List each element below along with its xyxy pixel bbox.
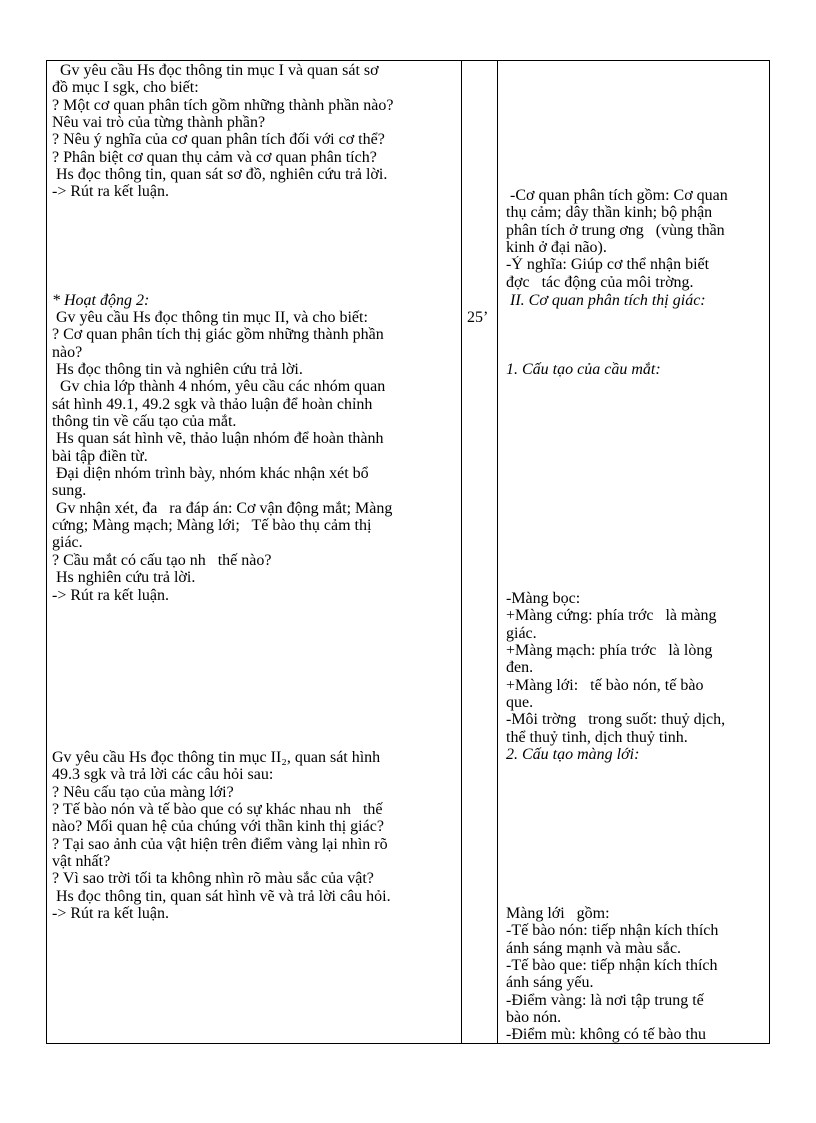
text-line: Màng lới gồm:	[506, 905, 610, 922]
text-line: ? Vì sao trời tối ta không nhìn rõ màu sắc của vật?	[52, 870, 374, 888]
section-2-heading	[506, 746, 764, 763]
text-line: 1. Cấu tạo của cầu mắt:	[506, 361, 661, 378]
section-1-heading	[506, 361, 764, 378]
text-line: Hs quan sát hình vẽ, thảo luận nhóm để hoàn thành	[52, 430, 384, 448]
text-line: -Cơ quan phân tích gồm: Cơ quan	[506, 187, 728, 204]
text-line: -Điểm vàng: là nơi tập trung tế	[506, 991, 704, 1009]
conclusion-retina	[506, 905, 764, 1044]
text-line: giác.	[52, 534, 83, 552]
text-line: * Hoạt động 2:	[52, 292, 150, 309]
text-line: -> Rút ra kết luận.	[52, 183, 169, 201]
text-line: -Tế bào nón: tiếp nhận kích thích	[506, 922, 719, 940]
text-line: ánh sáng yếu.	[506, 974, 594, 992]
text-line: ? Nêu cấu tạo của màng lới?	[52, 783, 234, 801]
text-line: ánh sáng mạnh và màu sắc.	[506, 939, 682, 957]
text-line: -> Rút ra kết luận.	[52, 905, 169, 923]
text-line: thông tin về cấu tạo của mắt.	[52, 413, 237, 431]
text-line: Đại diện nhóm trình bày, nhóm khác nhận xét bổ	[52, 465, 369, 483]
text-line: ? Cầu mắt có cấu tạo nh thế nào?	[52, 551, 272, 569]
text-line: cứng; Màng mạch; Màng lới; Tế bào thụ cảm thị	[52, 517, 372, 535]
text-line: đồ mục I sgk, cho biết:	[52, 79, 199, 97]
activity-2-instructions	[52, 309, 454, 604]
text-line: Hs đọc thông tin, quan sát sơ đồ, nghiên cứu trả lời.	[52, 166, 388, 184]
text-line: vật nhất?	[52, 853, 111, 871]
text-line: Hs đọc thông tin và nghiên cứu trả lời.	[52, 361, 303, 379]
text-line: +Màng cứng: phía trớc là màng	[506, 607, 717, 625]
text-line: +Màng mạch: phía trớc là lòng	[506, 642, 713, 660]
column-divider	[497, 60, 498, 1044]
text-line: nào? Mối quan hệ của chúng với thần kinh thị giác?	[52, 818, 384, 836]
text-line: Gv chia lớp thành 4 nhóm, yêu cầu các nhóm quan	[52, 378, 386, 396]
activity-2-heading	[52, 292, 454, 309]
text-line: ? Nêu ý nghĩa của cơ quan phân tích đối với cơ thể?	[52, 131, 385, 149]
activity-1-instructions	[52, 62, 454, 201]
text-line: phân tích ở trung ơng (vùng thần	[506, 221, 725, 239]
text-line: bài tập điền từ.	[52, 447, 148, 465]
text-line: Nêu vai trò của từng thành phần?	[52, 114, 266, 132]
text-line: -Ý nghĩa: Giúp cơ thể nhận biết	[506, 256, 710, 274]
text-line: thể thuỷ tinh, dịch thuỷ tinh.	[506, 728, 688, 746]
text-line: ? Cơ quan phân tích thị giác gồm những thành phần	[52, 326, 384, 344]
text-line: ? Một cơ quan phân tích gồm những thành phần nào?	[52, 96, 394, 114]
text-line: Gv yêu cầu Hs đọc thông tin mục I và quan sát sơ	[52, 62, 379, 79]
text-line: giác.	[506, 624, 537, 642]
text-line: sát hình 49.1, 49.2 sgk và thảo luận để hoàn chỉnh	[52, 395, 373, 413]
text-line: sung.	[52, 482, 87, 500]
text-line: Gv yêu cầu Hs đọc thông tin mục II₂, quan sát hình	[52, 749, 381, 766]
text-line: Gv yêu cầu Hs đọc thông tin mục II, và cho biết:	[52, 309, 368, 326]
text-line: đợc tác động của môi trờng.	[506, 273, 694, 291]
section-ii-heading	[506, 292, 764, 309]
text-line: ? Tế bào nón và tế bào que có sự khác nhau nh thế	[52, 801, 383, 819]
text-line: ? Phân biệt cơ quan thụ cảm và cơ quan phân tích?	[52, 148, 377, 166]
text-line: -Môi trờng trong suốt: thuỷ dịch,	[506, 711, 726, 729]
text-line: Gv nhận xét, đa ra đáp án: Cơ vận động mắt; Màng	[52, 499, 393, 517]
time-duration: 25’	[467, 309, 489, 326]
activity-retina-instructions	[52, 749, 454, 922]
text-line: +Màng lới: tế bào nón, tế bào	[506, 676, 704, 694]
column-divider	[461, 60, 462, 1044]
text-line: -Điểm mù: không có tế bào thu	[506, 1026, 706, 1044]
text-line: que.	[506, 694, 534, 712]
text-line: nào?	[52, 343, 83, 361]
text-line: bào nón.	[506, 1009, 562, 1027]
conclusion-eye-structure	[506, 590, 764, 746]
text-line: ? Tại sao ảnh của vật hiện trên điểm vàng lại nhìn rõ	[52, 835, 388, 853]
text-line: -Màng bọc:	[506, 590, 581, 607]
text-line: thụ cảm; dây thần kinh; bộ phận	[506, 204, 713, 222]
text-line: -> Rút ra kết luận.	[52, 586, 169, 604]
text-line: Hs đọc thông tin, quan sát hình vẽ và trả lời câu hỏi.	[52, 887, 391, 905]
text-line: Hs nghiên cứu trả lời.	[52, 569, 196, 587]
text-line: 49.3 sgk và trả lời các câu hỏi sau:	[52, 766, 274, 784]
text-line: đen.	[506, 659, 534, 677]
text-line: 2. Cấu tạo màng lới:	[506, 746, 640, 763]
text-line: kinh ở đại não).	[506, 239, 607, 257]
text-line: II. Cơ quan phân tích thị giác:	[506, 292, 706, 309]
conclusion-analyzer	[506, 187, 764, 291]
text-line: -Tế bào que: tiếp nhận kích thích	[506, 957, 718, 975]
